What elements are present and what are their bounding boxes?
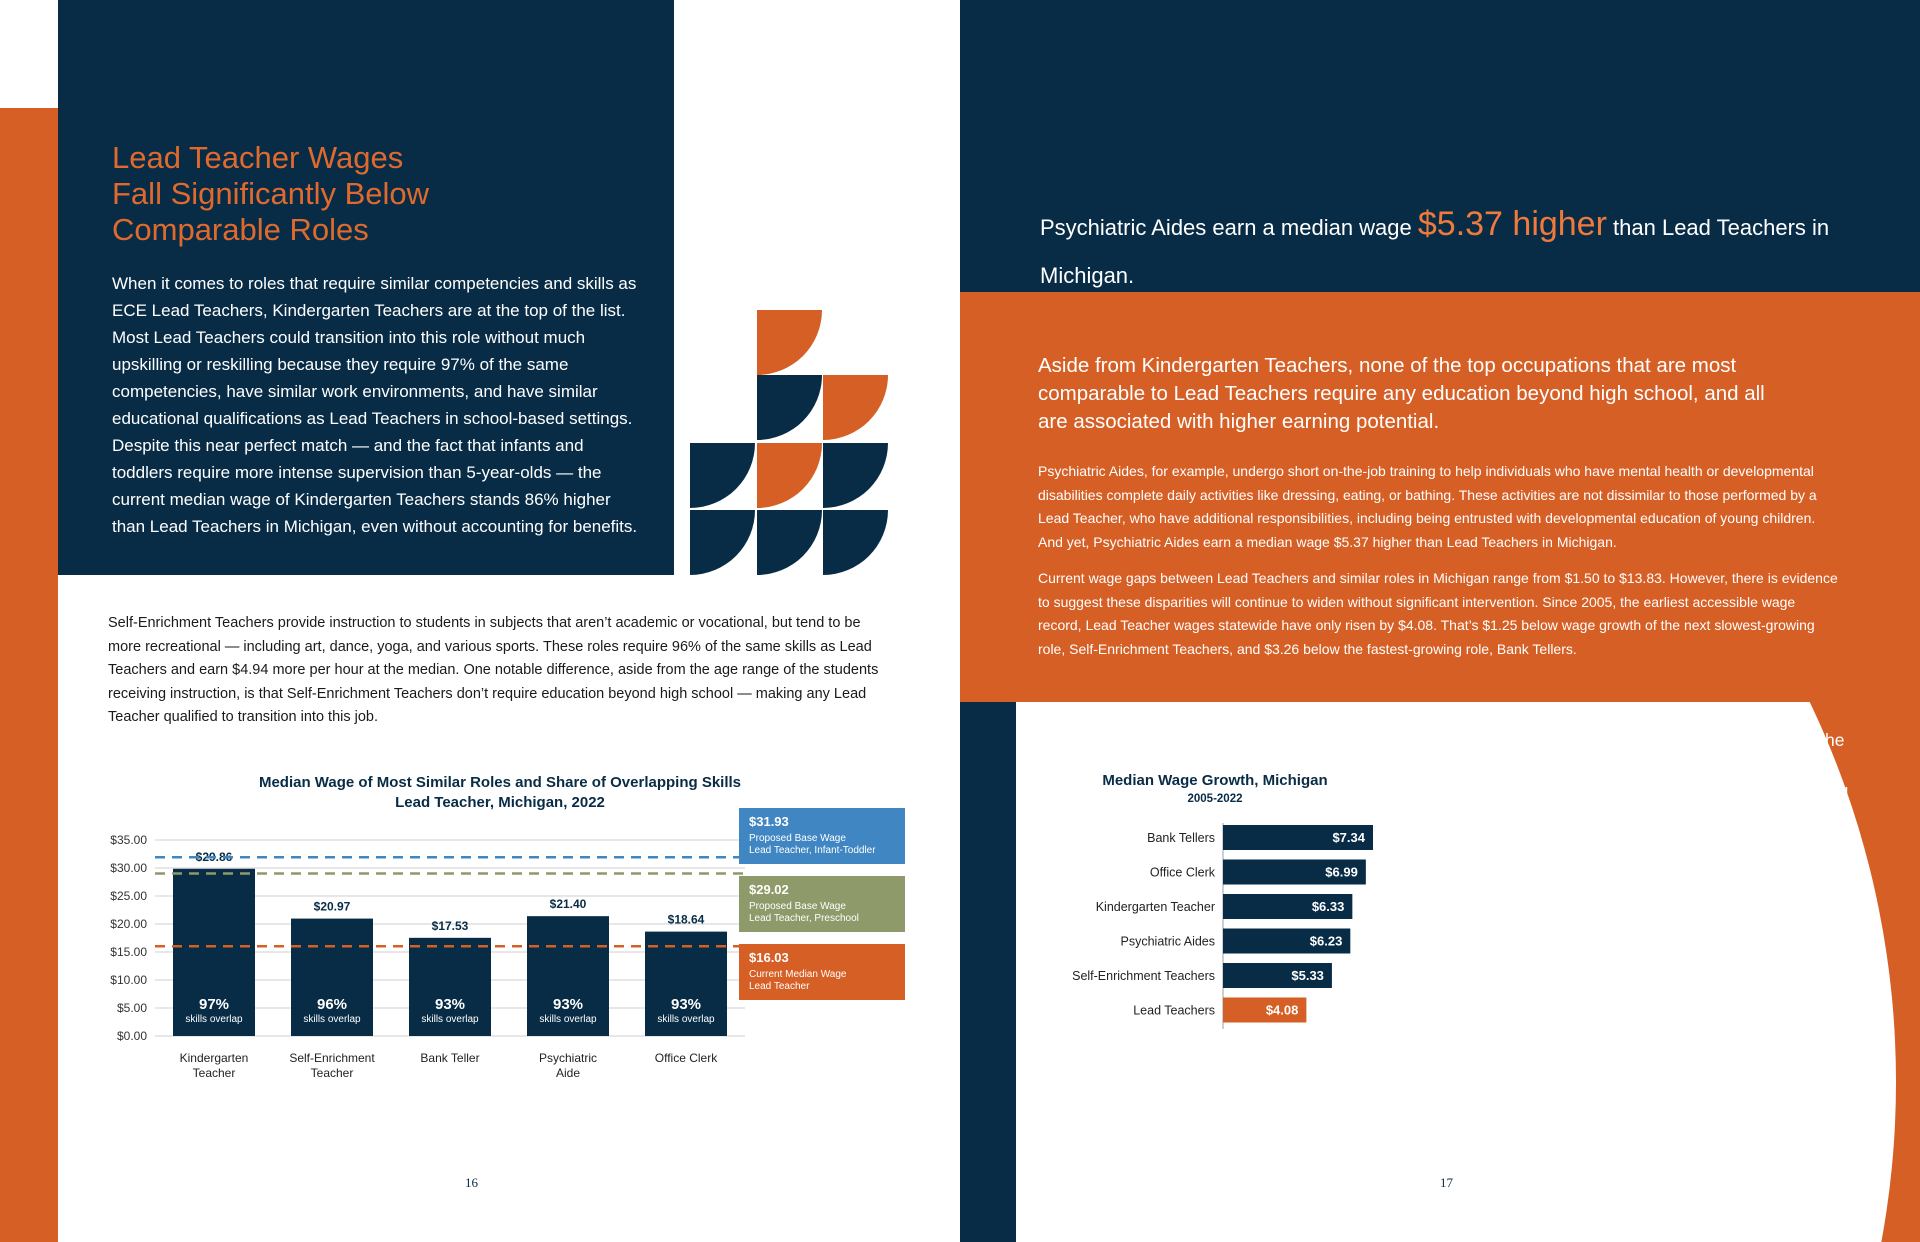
pattern-shape xyxy=(690,443,755,508)
data-label: $6.23 xyxy=(1309,933,1343,949)
overlap-percent: 93% xyxy=(552,996,584,1013)
reference-value: $16.03 xyxy=(749,950,789,965)
quote-text: Psychiatric Aides earn a median wage xyxy=(1040,215,1418,240)
overlap-percent: 96% xyxy=(316,996,348,1013)
overlap-percent: 93% xyxy=(434,996,466,1013)
overlap-caption: skills overlap xyxy=(657,1014,715,1025)
growth-bar-chart xyxy=(1040,815,1440,1035)
reference-desc: Proposed Base Wage xyxy=(749,833,846,844)
x-tick-label: Self-Enrichment xyxy=(289,1051,375,1065)
page-number: 16 xyxy=(465,1175,478,1190)
data-label: $6.33 xyxy=(1311,899,1345,914)
x-tick-label: Teacher xyxy=(192,1066,236,1080)
pattern-shape xyxy=(757,510,822,575)
x-tick-label: Teacher xyxy=(310,1066,354,1080)
x-tick-label: Bank Teller xyxy=(420,1051,480,1065)
overlap-percent: 93% xyxy=(670,996,702,1013)
x-tick-label: Office Clerk xyxy=(654,1051,718,1065)
growth-chart-title: Median Wage Growth, Michigan xyxy=(1102,772,1328,789)
data-label: $18.64 xyxy=(667,912,705,927)
quote-text: than Lead Teachers in Michigan. xyxy=(1040,215,1830,288)
pattern-shape xyxy=(757,443,822,508)
data-label: $17.53 xyxy=(431,918,469,933)
reference-desc: Lead Teacher xyxy=(749,981,810,992)
x-tick-label: Psychiatric xyxy=(538,1051,598,1065)
pattern-shape xyxy=(757,375,822,440)
data-label: $5.33 xyxy=(1291,968,1324,983)
title-line: Fall Significantly Below xyxy=(112,176,430,211)
growth-chart-subtitle: 2005-2022 xyxy=(1187,793,1243,805)
category-label: Kindergarten Teacher xyxy=(1095,900,1215,914)
overlap-percent: 97% xyxy=(198,996,230,1013)
y-tick-label: $0.00 xyxy=(116,1029,147,1043)
pattern-shape xyxy=(757,310,822,375)
category-label: Psychiatric Aides xyxy=(1120,934,1215,949)
overlap-caption: skills overlap xyxy=(539,1014,597,1025)
title-line: Lead Teacher Wages xyxy=(112,140,404,175)
reference-desc: Current Median Wage xyxy=(749,969,847,980)
lead-statement: Aside from Kindergarten Teachers, none of the top occupations that are most comparable to Lead Teachers require any education beyond high school, and all are associated with higher earning potential. xyxy=(1038,354,1765,433)
data-label: $4.08 xyxy=(1265,1002,1299,1018)
body-paragraph: Self-Enrichment Teachers provide instruction to students in subjects that aren’t academic or vocational, but tend to be more recreational — including art, dance, yoga, and various sports. These roles require 96% of the same skills as Lead Teachers and earn $4.94 more per hour at the median. One notable difference, aside from the age range of the students receiving instruction, is that Self-Enrichment Teachers don’t require education beyond high school — making any Lead Teacher qualified to transition into this job. xyxy=(108,615,879,725)
x-tick-label: Kindergarten xyxy=(179,1051,249,1065)
data-label: $7.34 xyxy=(1332,830,1365,845)
left-orange-strip xyxy=(0,108,58,1242)
pattern-shape xyxy=(823,510,888,575)
category-label: Bank Tellers xyxy=(1147,831,1215,845)
category-label: Office Clerk xyxy=(1149,865,1215,880)
reference-desc: Proposed Base Wage xyxy=(749,901,846,912)
overlap-caption: skills overlap xyxy=(185,1014,243,1025)
body-paragraph: Current wage gaps between Lead Teachers and similar roles in Michigan range from $1.50 to $13.83. However, there is evidence to suggest these disparities will continue to widen without significant intervention. Since 2005, the earliest accessible wage record, Lead Teacher wages statewide have only risen by $4.08. That’s $1.25 below wage growth of the next slowest-growing role, Self-Enrichment Teachers, and $3.26 below the fastest-growing role, Bank Tellers. xyxy=(1038,570,1838,657)
page-number: 17 xyxy=(1440,1175,1453,1190)
pull-quote xyxy=(1040,200,1900,300)
data-label: $20.97 xyxy=(313,899,351,914)
x-tick-label: Aide xyxy=(555,1066,581,1080)
y-tick-label: $35.00 xyxy=(110,833,147,847)
decorative-pattern xyxy=(690,310,890,578)
data-label: $21.40 xyxy=(549,897,587,912)
y-tick-label: $20.00 xyxy=(110,917,147,931)
pattern-shape xyxy=(690,510,755,575)
sidenote: Given that $1 in 2005 has the same purchasing power as $1.57 in 2022, the real rate of growth for Lead Teacher wages stands at -16% — meaning Lead Teachers earned about $1.87 less per hour in 2022 than they did in 2005 after accounting for inflation. In comparison, Bank Tellers saw a 22% growth in their purchasing power, which equates to about $2.24 more per hour. xyxy=(1538,703,1849,966)
chart-title-line: Median Wage of Most Similar Roles and Share of Overlapping Skills xyxy=(258,774,742,791)
overlap-caption: skills overlap xyxy=(303,1014,361,1025)
reference-value: $31.93 xyxy=(749,814,789,829)
y-tick-label: $25.00 xyxy=(110,889,147,903)
right-navy-strip xyxy=(960,702,1016,1242)
category-label: Lead Teachers xyxy=(1133,1003,1215,1018)
reference-value: $29.02 xyxy=(749,882,789,897)
title-line: Comparable Roles xyxy=(112,212,369,247)
reference-desc: Lead Teacher, Infant-Toddler xyxy=(749,845,876,856)
wage-bar-chart xyxy=(95,800,915,1090)
category-label: Self-Enrichment Teachers xyxy=(1072,969,1215,983)
page-title xyxy=(112,140,632,248)
y-tick-label: $15.00 xyxy=(110,945,147,959)
y-tick-label: $10.00 xyxy=(110,973,147,987)
data-label: $6.99 xyxy=(1325,864,1358,880)
y-tick-label: $5.00 xyxy=(116,1001,147,1015)
data-label: $29.86 xyxy=(195,849,233,864)
pattern-shape xyxy=(823,443,888,508)
body-paragraph: Psychiatric Aides, for example, undergo short on-the-job training to help individuals who have mental health or developmental disabilities complete daily activities like dressing, eating, or bathing. These activities are not dissimilar to those performed by a Lead Teacher, who have additional responsibilities, including being entrusted with developmental education of young children. And yet, Psychiatric Aides earn a median wage $5.37 higher than Lead Teachers in Michigan. xyxy=(1038,463,1817,550)
y-tick-label: $30.00 xyxy=(110,861,147,875)
reference-desc: Lead Teacher, Preschool xyxy=(749,913,859,924)
pattern-shape xyxy=(823,375,888,440)
quote-highlight: $5.37 higher xyxy=(1417,205,1607,243)
overlap-caption: skills overlap xyxy=(421,1014,479,1025)
intro-paragraph: When it comes to roles that require similar competencies and skills as ECE Lead Teachers, Kindergarten Teachers are at the top of the list. Most Lead Teachers could transition into this role without much upskilling or reskilling because they require 97% of the same competencies, have similar work environments, and have similar educational qualifications as Lead Teachers in school-based settings. Despite this near perfect match — and the fact that infants and toddlers require more intense supervision than 5-year-olds — the current median wage of Kindergarten Teachers stands 86% higher than Lead Teachers in Michigan, even without accounting for benefits. xyxy=(112,274,638,536)
chart-title-line: Lead Teacher, Michigan, 2022 xyxy=(395,794,605,811)
